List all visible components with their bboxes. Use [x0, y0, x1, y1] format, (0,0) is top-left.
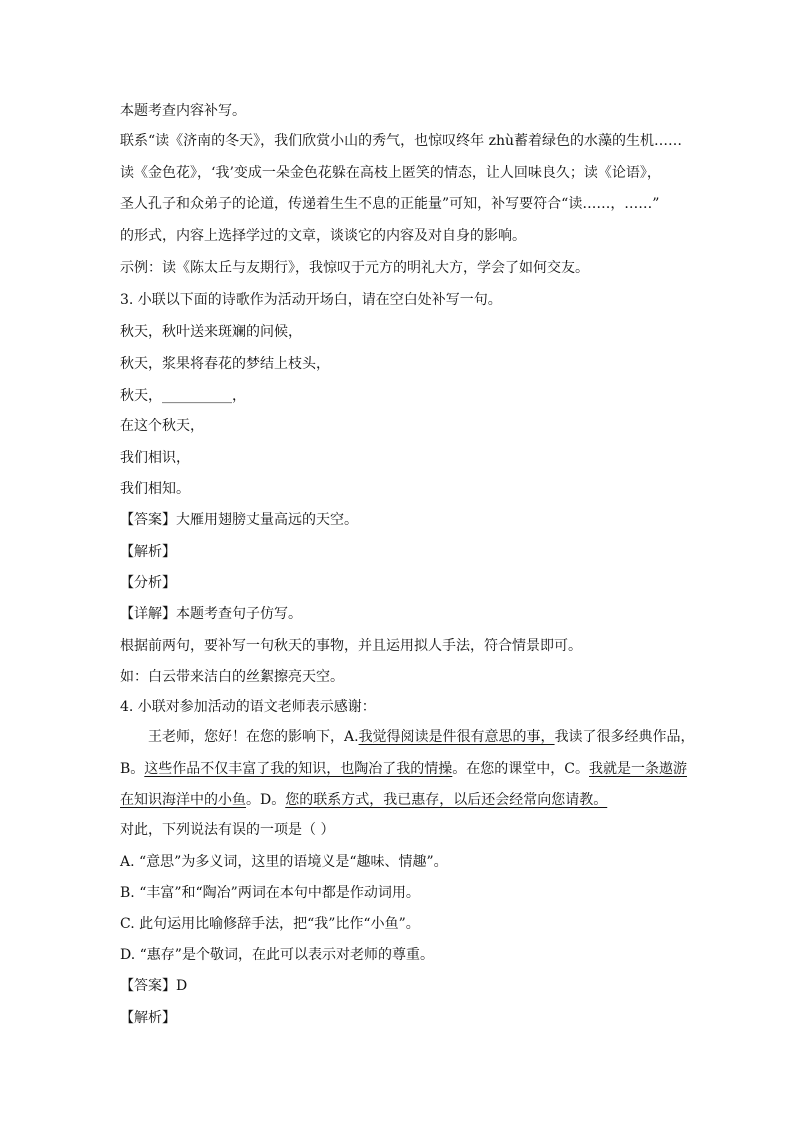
- text-segment: 我们相识，: [120, 450, 190, 466]
- text-segment: 秋天，秋叶送来斑斓的问候，: [120, 324, 302, 340]
- text-segment: 【分析】: [120, 575, 176, 591]
- text-line: [120, 791, 607, 809]
- text-line: [120, 417, 204, 435]
- text-line: [120, 915, 420, 933]
- underlined-text: 在知识海洋中的小鱼: [120, 792, 246, 808]
- text-line: [120, 760, 687, 778]
- text-segment: 【解析】: [120, 544, 176, 560]
- text-line: [120, 387, 246, 405]
- text-segment: 【答案】D: [120, 978, 188, 994]
- text-line: [120, 946, 434, 964]
- text-line: [120, 821, 334, 839]
- text-line: [120, 543, 176, 561]
- text-line: [120, 853, 448, 871]
- text-segment: 【详解】本题考查句子仿写。: [120, 606, 302, 622]
- text-line: [120, 480, 190, 498]
- text-line: [120, 637, 582, 655]
- text-segment: 根据前两句，要补写一句秋天的事物，并且运用拟人手法，符合情景即可。: [120, 638, 582, 654]
- text-line: [120, 323, 302, 341]
- text-segment: 我们相知。: [120, 481, 190, 497]
- text-segment: B. “丰富”和“陶冶”两词在本句中都是作动词用。: [120, 885, 420, 901]
- text-line: [120, 698, 376, 716]
- text-segment: 的形式，内容上选择学过的文章，谈谈它的内容及对自身的影响。: [120, 228, 526, 244]
- text-segment: 对此，下列说法有误的一项是（ ）: [120, 822, 335, 838]
- text-line: [120, 355, 330, 373]
- text-segment: B。: [120, 761, 145, 777]
- text-segment: 我读了很多经典作品，: [554, 729, 695, 745]
- text-segment: 【解析】: [120, 1010, 176, 1026]
- text-segment: 。在您的课堂中，C。: [452, 761, 590, 777]
- text-segment: D. “惠存”是个敬词，在此可以表示对老师的尊重。: [120, 947, 434, 963]
- text-line: [120, 164, 661, 182]
- text-line: [120, 259, 589, 277]
- text-line: [120, 1009, 176, 1027]
- text-segment: 示例：读《陈太丘与友期行》，我惊叹于元方的明礼大方，学会了如何交友。: [120, 260, 589, 276]
- text-line: [120, 977, 187, 995]
- text-line: [120, 132, 682, 150]
- text-segment: 3. 小联以下面的诗歌作为活动开场白，请在空白处补写一句。: [120, 292, 502, 308]
- text-line: [120, 291, 502, 309]
- text-segment: 。D。: [246, 792, 286, 808]
- text-line: [120, 668, 344, 686]
- text-line: [120, 102, 246, 120]
- text-segment: 王老师，您好！在您的影响下，A.: [148, 729, 359, 745]
- text-segment: 读《金色花》，‘我’变成一朵金色花躲在高枝上匿笑的情态，让人回味良久；读《论语》，: [120, 165, 661, 181]
- text-line: [120, 574, 176, 592]
- text-segment: 秋天，__________，: [120, 388, 246, 404]
- text-line: [120, 511, 358, 529]
- text-segment: 圣人孔子和众弟子的论道，传递着生生不息的正能量”可知，补写要符合“读……，……”: [120, 196, 660, 212]
- text-segment: A. “意思”为多义词，这里的语境义是“趣味、情趣”。: [120, 854, 448, 870]
- text-segment: 秋天，浆果将春花的梦结上枝头，: [120, 356, 330, 372]
- underlined-text: 这些作品不仅丰富了我的知识，也陶冶了我的情操: [144, 761, 453, 777]
- underlined-text: 您的联系方式，我已惠存，以后还会经常向您请教。: [285, 792, 608, 808]
- text-line: [120, 227, 526, 245]
- underlined-text: 我就是一条遨游: [589, 761, 688, 777]
- text-segment: 联系“读《济南的冬天》，我们欣赏小山的秀气，也惊叹终年 zhù蓄着绿色的水藻的生机……: [120, 133, 683, 149]
- text-segment: 【答案】大雁用翅膀丈量高远的天空。: [120, 512, 358, 528]
- text-line: [120, 449, 190, 467]
- text-line: [120, 884, 420, 902]
- text-line: [148, 728, 695, 746]
- underlined-text: 我觉得阅读是件很有意思的事，: [358, 729, 555, 745]
- text-segment: 4. 小联对参加活动的语文老师表示感谢：: [120, 699, 376, 715]
- text-segment: 在这个秋天，: [120, 418, 204, 434]
- text-line: [120, 605, 302, 623]
- text-segment: 本题考查内容补写。: [120, 103, 246, 119]
- text-line: [120, 195, 659, 213]
- text-segment: 如：白云带来洁白的丝絮擦亮天空。: [120, 669, 344, 685]
- text-segment: C. 此句运用比喻修辞手法，把“我”比作“小鱼”。: [120, 916, 420, 932]
